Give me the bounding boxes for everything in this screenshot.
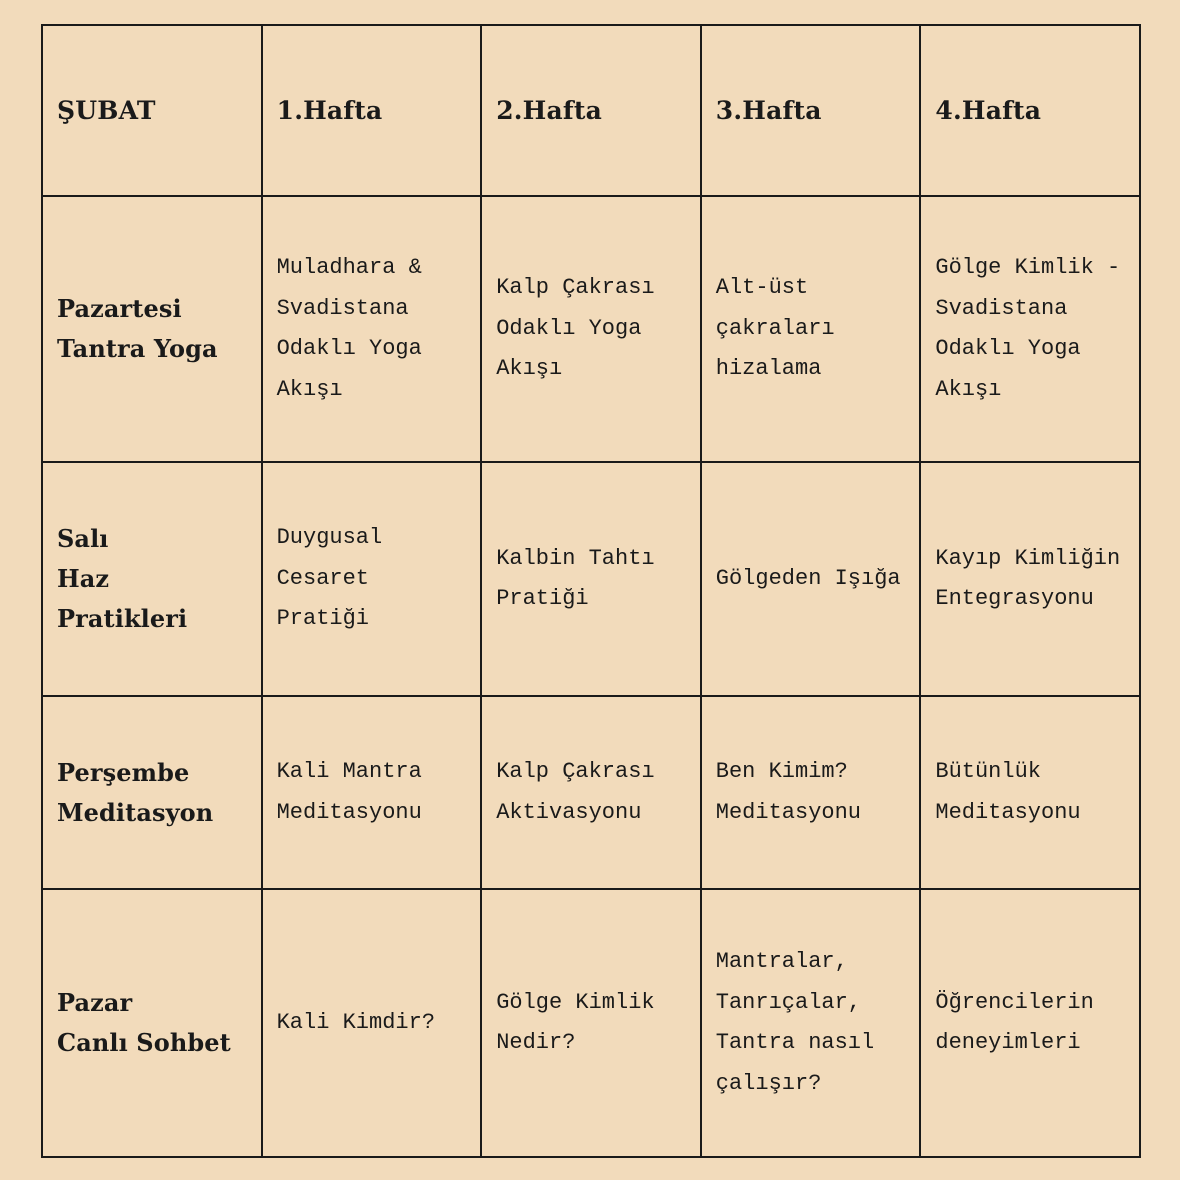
activity-text: Mantralar, Tanrıçalar, Tantra nasıl çalışır? (715, 949, 875, 1096)
row-label-thursday: Perşembe Meditasyon (57, 757, 214, 827)
week-3-header-cell (701, 25, 921, 196)
schedule-cell (262, 696, 482, 889)
week-3-label: 3.Hafta (715, 95, 822, 125)
schedule-cell (701, 196, 921, 462)
row-label-tuesday: Salı Haz Pratikleri (57, 524, 188, 633)
table-row-tuesday (42, 462, 1140, 696)
row-label-sunday: Pazar Canlı Sohbet (57, 988, 231, 1057)
table-row-sunday (42, 889, 1140, 1157)
activity-text: Kali Mantra Meditasyonu (276, 759, 422, 825)
row-label-monday: Pazartesi Tantra Yoga (57, 294, 218, 363)
schedule-cell (701, 889, 921, 1157)
activity-text: Ben Kimim? Meditasyonu (715, 759, 862, 825)
activity-text: Gölge Kimlik - Svadistana Odaklı Yoga Akışı (935, 255, 1121, 402)
week-2-header-cell (481, 25, 701, 196)
schedule-cell (262, 196, 482, 462)
schedule-container (41, 24, 1139, 1156)
schedule-cell (920, 889, 1140, 1157)
week-1-header-cell (262, 25, 482, 196)
table-row-thursday (42, 696, 1140, 889)
activity-text: Kali Kimdir? (276, 1009, 436, 1035)
table-row-monday (42, 196, 1140, 462)
schedule-cell (920, 696, 1140, 889)
header-row (42, 25, 1140, 196)
row-label-cell (42, 462, 262, 696)
schedule-table (41, 24, 1141, 1158)
activity-text: Muladhara & Svadistana Odaklı Yoga Akışı (276, 255, 422, 402)
schedule-cell (481, 462, 701, 696)
activity-text: Kalbin Tahtı Pratiği (496, 545, 655, 611)
row-label-cell (42, 889, 262, 1157)
activity-text: Öğrencilerin deneyimleri (935, 989, 1094, 1055)
week-4-label: 4.Hafta (935, 95, 1042, 125)
month-header-cell (42, 25, 262, 196)
row-label-cell (42, 696, 262, 889)
schedule-cell (701, 696, 921, 889)
activity-text: Bütünlük Meditasyonu (935, 759, 1081, 825)
activity-text: Kalp Çakrası Odaklı Yoga Akışı (496, 275, 655, 382)
activity-text: Gölge Kimlik Nedir? (496, 989, 655, 1055)
row-label-cell (42, 196, 262, 462)
month-label: ŞUBAT (57, 95, 156, 125)
week-2-label: 2.Hafta (496, 95, 603, 125)
week-1-label: 1.Hafta (276, 95, 383, 125)
schedule-cell (701, 462, 921, 696)
schedule-cell (481, 196, 701, 462)
schedule-cell (481, 889, 701, 1157)
schedule-cell (920, 462, 1140, 696)
schedule-cell (262, 889, 482, 1157)
schedule-cell (920, 196, 1140, 462)
activity-text: Kayıp Kimliğin Entegrasyonu (935, 545, 1121, 611)
activity-text: Gölgeden Işığa (715, 565, 901, 591)
schedule-cell (481, 696, 701, 889)
week-4-header-cell (920, 25, 1140, 196)
activity-text: Duygusal Cesaret Pratiği (276, 525, 383, 632)
activity-text: Kalp Çakrası Aktivasyonu (496, 759, 655, 825)
activity-text: Alt-üst çakraları hizalama (715, 275, 835, 382)
schedule-cell (262, 462, 482, 696)
